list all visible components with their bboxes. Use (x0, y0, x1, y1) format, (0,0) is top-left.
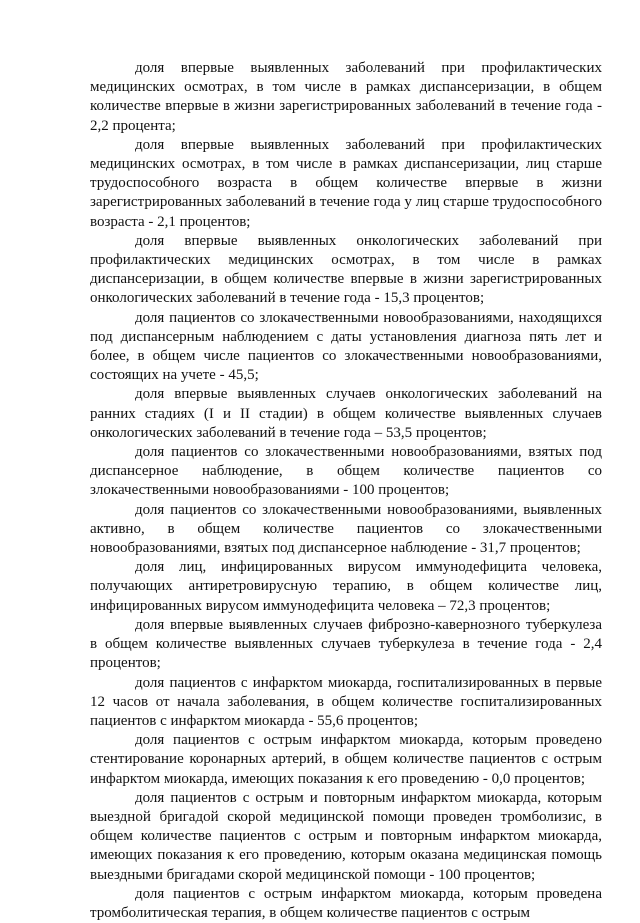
paragraph: доля пациентов со злокачественными новообразованиями, выявленных активно, в общем количестве пациентов со злокачественными новообразованиями, взятых под диспансерное наблюдение - 31,7 процентов; (90, 501, 602, 557)
paragraph: доля пациентов с острым инфарктом миокарда, которым проведено стентирование коронарных артерий, в общем количестве пациентов с острым инфарктом миокарда, имеющих показания к его проведению - 0,0 процентов; (90, 732, 602, 787)
paragraph: доля пациентов с острым инфарктом миокарда, которым проведена тромболитическая терапия, в общем количестве пациентов с острым (90, 885, 602, 921)
paragraph: доля пациентов со злокачественными новообразованиями, находящихся под диспансерным наблюдением с даты установления диагноза пять лет и более, в общем числе пациентов со злокачественными новообразованиями, состоящих на учете - 45,5; (90, 309, 602, 384)
paragraph: доля впервые выявленных случаев фиброзно-кавернозного туберкулеза в общем количестве выявленных случаев туберкулеза в течение года - 2,4 процентов; (90, 616, 602, 672)
paragraph: доля впервые выявленных онкологических заболеваний при профилактических медицинских осмотрах, в том числе в рамках диспансеризации, в общем количестве впервые в жизни зарегистрированных онкологических заболеваний в течение года - 15,3 процентов; (90, 232, 602, 307)
paragraph: доля пациентов с инфарктом миокарда, госпитализированных в первые 12 часов от начала заболевания, в общем количестве госпитализированных пациентов с инфарктом миокарда - 55,6 процентов; (90, 674, 602, 729)
paragraph: доля лиц, инфицированных вирусом иммунодефицита человека, получающих антиретровирусную терапию, в общем количестве лиц, инфицированных вирусом иммунодефицита человека – 72,3 процентов; (90, 559, 602, 614)
paragraph: доля впервые выявленных случаев онкологических заболеваний на ранних стадиях (I и II стадии) в общем количестве выявленных случаев онкологических заболеваний в течение года – 53,5 процентов; (90, 386, 602, 441)
document-page (90, 59, 602, 923)
paragraph: доля пациентов с острым и повторным инфарктом миокарда, которым выездной бригадой скорой медицинской помощи проведен тромболизис, в общем количестве пациентов с острым и повторным инфарктом миокарда, имеющих показания к его проведению, которым оказана медицинская помощь выездными бригадами скорой медицинской помощи - 100 процентов; (90, 789, 602, 883)
paragraph: доля впервые выявленных заболеваний при профилактических медицинских осмотрах, в том числе в рамках диспансеризации, в общем количестве впервые в жизни зарегистрированных заболеваний в течение года - 2,2 процента; (90, 60, 602, 134)
paragraph: доля впервые выявленных заболеваний при профилактических медицинских осмотрах, в том числе в рамках диспансеризации, лиц старше трудоспособного возраста в общем количестве впервые в жизни зарегистрированных заболеваний в течение года у лиц старше трудоспособного возраста - 2,1 процентов; (90, 136, 602, 230)
paragraph: доля пациентов со злокачественными новообразованиями, взятых под диспансерное наблюдение, в общем количестве пациентов со злокачественными новообразованиями - 100 процентов; (90, 444, 602, 499)
